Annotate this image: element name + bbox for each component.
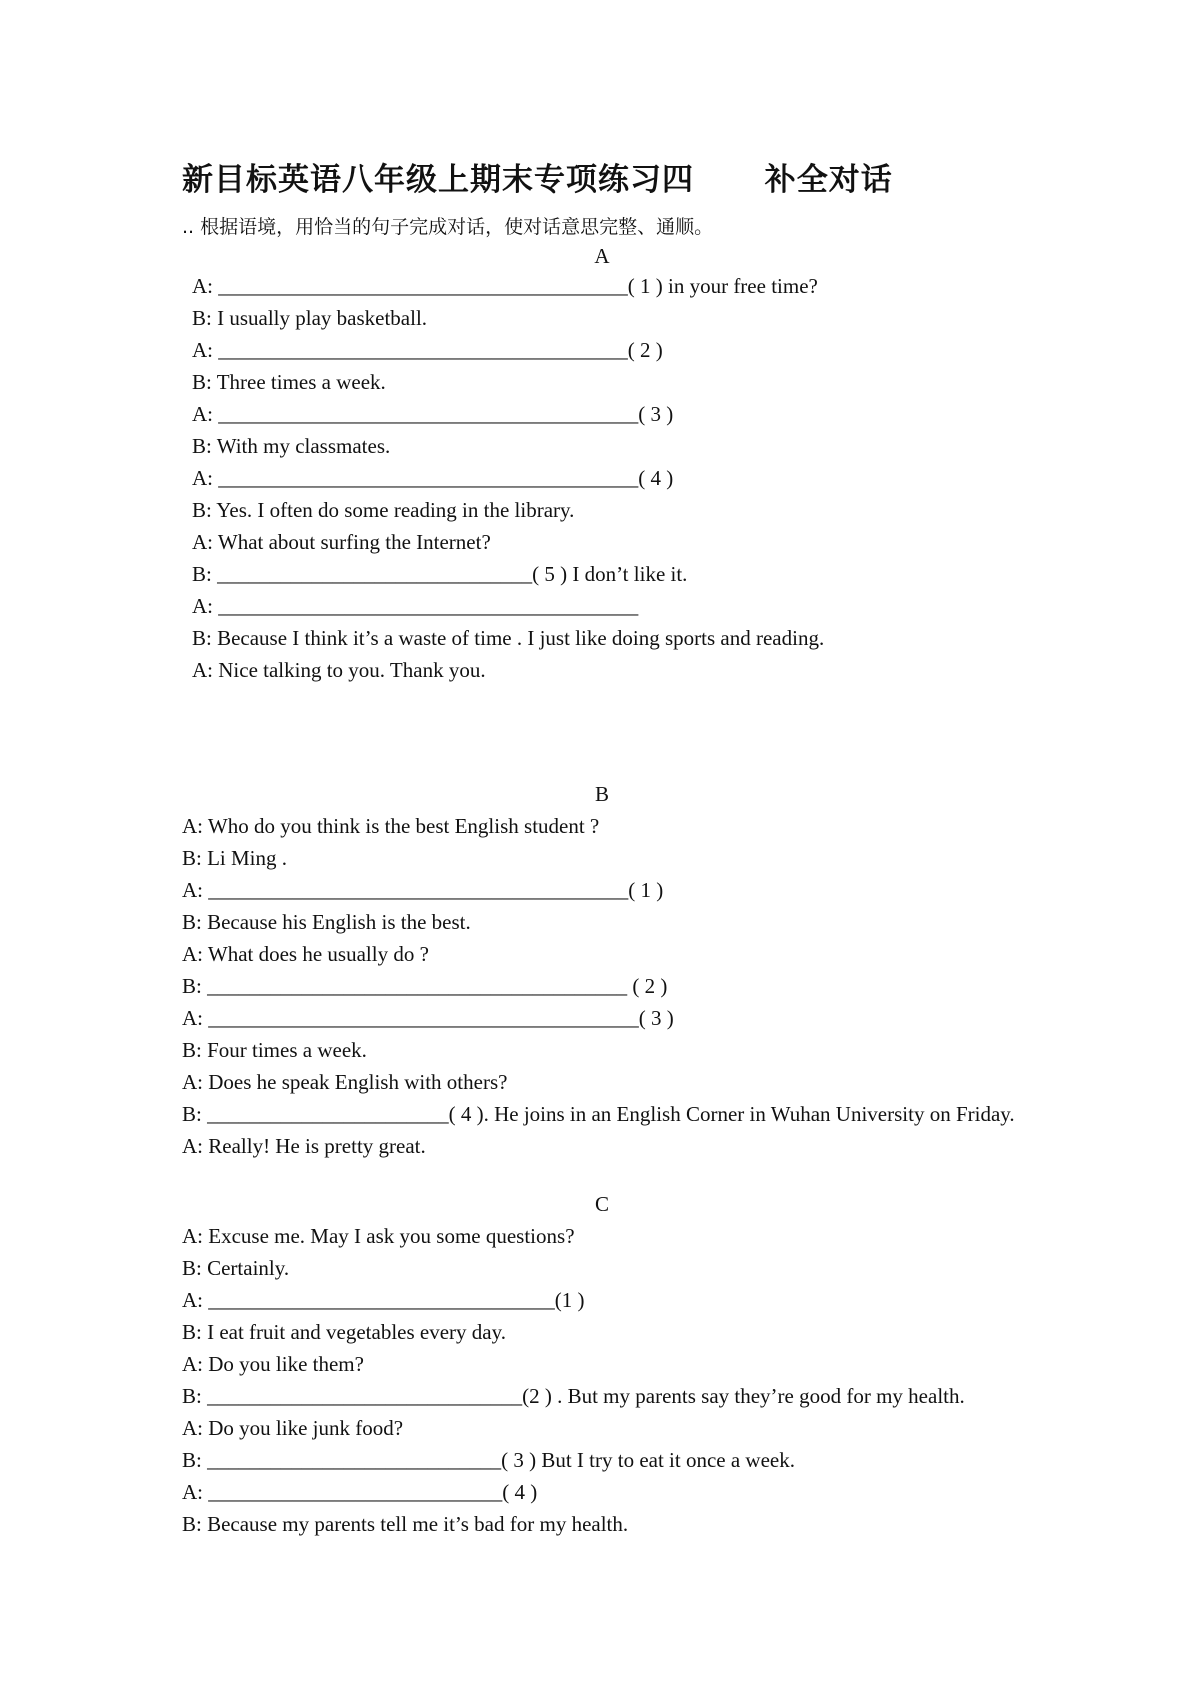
dialogue-line: A: _________________________________________( 3 ) [182, 1006, 674, 1030]
dialogue-line: B: ____________________________( 3 ) But I try to eat it once a week. [182, 1448, 795, 1472]
dialogue-line: A: ________________________________________( 4 ) [192, 466, 674, 490]
dialogue-line: B: I eat fruit and vegetables every day. [182, 1320, 507, 1344]
dialogue-line: B: Yes. I often do some reading in the library. [192, 498, 575, 522]
dialogue-line: A: ____________________________( 4 ) [182, 1480, 538, 1504]
dialogue-line: B: Li Ming . [182, 846, 288, 870]
dialogue-line: A: _______________________________________( 2 ) [192, 338, 663, 362]
dialogue-line: B: ______________________________(2 ) . But my parents say they’re good for my health. [182, 1384, 965, 1408]
dialogue-line: B: Because his English is the best. [182, 910, 471, 934]
dialogue-line: A: Do you like junk food? [182, 1416, 404, 1440]
dialogue-line: A: Who do you think is the best English student ? [182, 814, 600, 838]
dialogue-line: A: Nice talking to you. Thank you. [192, 658, 486, 682]
dialogue-line: A: ________________________________________ [192, 594, 639, 618]
dialogue-line: A: What about surfing the Internet? [192, 530, 491, 554]
dialogue-line: B: ______________________________( 5 ) I don’t like it. [192, 562, 688, 586]
section-label-b: B [594, 782, 609, 806]
dialogue-line: B: Three times a week. [192, 370, 386, 394]
dialogue-line: B: ________________________________________ ( 2 ) [182, 974, 668, 998]
dialogue-line: B: Because I think it’s a waste of time . I just like doing sports and reading. [192, 626, 825, 650]
dialogue-line: A: _________________________________(1 ) [182, 1288, 585, 1312]
page-title: 新目标英语八年级上期末专项练习四 补全对话 [182, 162, 893, 198]
instruction: .. 根据语境，用恰当的句子完成对话，使对话意思完整、通顺。 [182, 216, 714, 238]
dialogue-line: A: ________________________________________( 1 ) [182, 878, 664, 902]
dialogue-line: A: What does he usually do ? [182, 942, 429, 966]
section-label-a: A [594, 244, 610, 268]
dialogue-line: A: Does he speak English with others? [182, 1070, 508, 1094]
dialogue-line: A: Do you like them? [182, 1352, 364, 1376]
dialogue-line: B: With my classmates. [192, 434, 391, 458]
section-label-c: C [594, 1192, 609, 1216]
dialogue-line: A: Really! He is pretty great. [182, 1134, 426, 1158]
dialogue-line: B: Certainly. [182, 1256, 290, 1280]
dialogue-line: A: Excuse me. May I ask you some questions? [182, 1224, 575, 1248]
dialogue-line: B: _______________________( 4 ). He joins in an English Corner in Wuhan University on Friday. [182, 1102, 1015, 1126]
dialogue-line: A: _______________________________________( 1 ) in your free time? [192, 274, 818, 298]
dialogue-line: B: Because my parents tell me it’s bad for my health. [182, 1512, 629, 1536]
dialogue-line: B: I usually play basketball. [192, 306, 428, 330]
dialogue-line: B: Four times a week. [182, 1038, 367, 1062]
dialogue-line: A: ________________________________________( 3 ) [192, 402, 674, 426]
